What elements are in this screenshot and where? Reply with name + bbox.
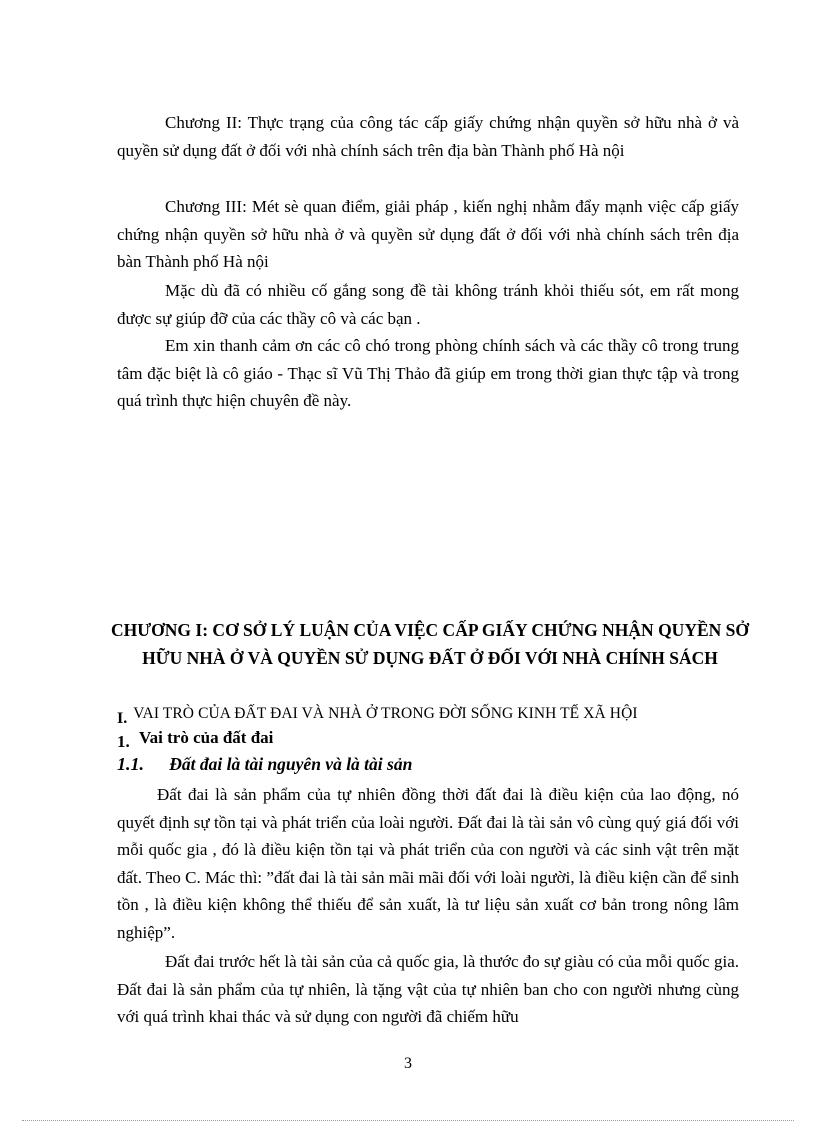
subsection-number: 1.1. <box>117 754 144 774</box>
section-title: VAI TRÒ CỦA ĐẤT ĐAI VÀ NHÀ Ở TRONG ĐỜI SỐNG KINH TẾ XÃ HỘI <box>133 705 638 722</box>
section-heading-I <box>117 703 638 727</box>
acknowledgement-paragraph: Em xin thanh cảm ơn các cô chó trong phòng chính sách và các thầy cô trong trung tâm đặc biệt là cô giáo - Thạc sĩ Vũ Thị Thảo đã giúp em trong thời gian thực tập và trong quá trình thực hiện chuyên đề này. <box>117 336 739 410</box>
body-paragraph: Đất đai là sản phẩm của tự nhiên đồng thời đất đai là điều kiện của lao động, nó quyết định sự tồn tại và phát triển của loài người. Đất đai là tài sản vô cùng quý giá đối với mỗi quốc gia , đó là điều kiện tồn tại và phát triển của con người và các sinh vật trên mặt đất. Theo C. Mác thì: ”đất đai là tài sản mãi mãi đối với loài người, là điều kiện cần để sinh tồn , là điều kiện không thể thiếu để sản xuất, là tư liệu sản xuất cơ bản trong nông lâm nghiệp”. <box>117 785 739 942</box>
subsection-title: Vai trò của đất đai <box>138 728 274 747</box>
subsection-title: Đất đai là tài nguyên và là tài sản <box>169 754 413 774</box>
subsection-heading-1 <box>117 728 274 751</box>
chapter1-title: CHƯƠNG I: CƠ SỞ LÝ LUẬN CỦA VIỆC CẤP GIẤY CHỨNG NHẬN QUYỀN SỞ HỮU NHÀ Ở VÀ QUYỀN SỬ DỤNG ĐẤT Ở ĐỐI VỚI NHÀ CHÍNH SÁCH <box>111 620 749 668</box>
chapter2-summary: Chương II: Thực trạng của công tác cấp giấy chứng nhận quyền sở hữu nhà ở và quyền sử dụng đất ở đối với nhà chính sách trên địa bàn Thành phố Hà nội <box>117 113 739 160</box>
page-bottom-divider <box>22 1120 794 1121</box>
section-number: I. <box>117 710 128 727</box>
body-paragraph: Đất đai trước hết là tài sản của cả quốc gia, là thước đo sự giàu có của mỗi quốc gia. Đất đai là sản phẩm của tự nhiên, là tặng vật của tự nhiên ban cho con người nhưng cùng với quá trình khai thác và sử dụng con người đã chiếm hữu <box>117 952 739 1026</box>
disclaimer-paragraph: Mặc dù đã có nhiều cố gắng song đề tài không tránh khỏi thiếu sót, em rất mong được sự giúp đỡ của các thầy cô và các bạn . <box>117 281 739 328</box>
subsection-number: 1. <box>117 732 130 751</box>
chapter3-summary: Chương III: Mét sè quan điểm, giải pháp , kiến nghị nhằm đẩy mạnh việc cấp giấy chứng nhận quyền sở hữu nhà ở và quyền sử dụng đất ở đối với nhà chính sách trên địa bàn Thành phố Hà nội <box>117 197 739 271</box>
page-number: 3 <box>404 1055 412 1072</box>
subsection-heading-1-1 <box>117 754 412 775</box>
